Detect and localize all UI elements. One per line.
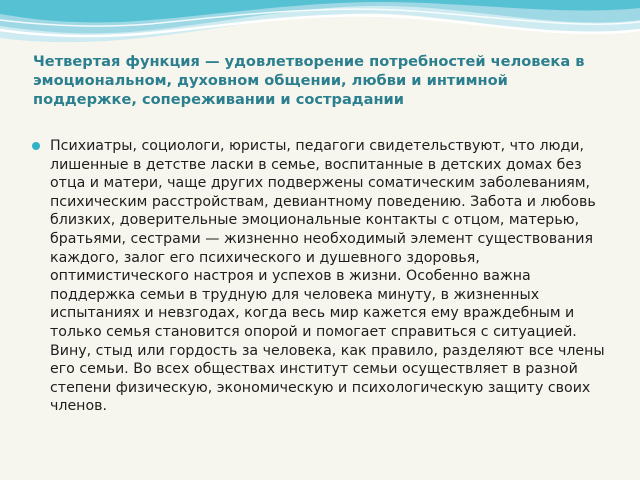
header-wave-decoration [0, 0, 640, 60]
bullet-list [30, 137, 610, 416]
bullet-icon [32, 142, 40, 150]
bullet-text: Психиатры, социологи, юристы, педагоги свидетельствуют, что люди, лишенные в детстве ласки в семье, воспитанные в детских домах без отца и матери, чаще других подвержены соматическим заболеваниям, психическим расстройствам, девиантному поведению. Забота и любовь близких, доверительные эмоциональные контакты с отцом, матерью, братьями, сестрами — жизненно необходимый элемент существования каждого, залог его психического и душевного здоровья, оптимистического настроя и успехов в жизни. Особенно важна поддержка семьи в трудную для человека минуту, в жизненных испытаниях и невзгодах, когда весь мир кажется ему враждебным и только семья становится опорой и помогает справиться с ситуацией. Вину, стыд или гордость за человека, как правило, разделяют все члены его семьи. Во всех обществах институт семьи осуществляет в разной степени физическую, экономическую и психологическую защиту своих членов. [50, 138, 605, 415]
slide-title: Четвертая функция — удовлетворение потребностей человека в эмоциональном, духовном общении, любви и интимной поддержке, сопереживании и сострадании [33, 53, 585, 108]
list-item [30, 137, 610, 416]
